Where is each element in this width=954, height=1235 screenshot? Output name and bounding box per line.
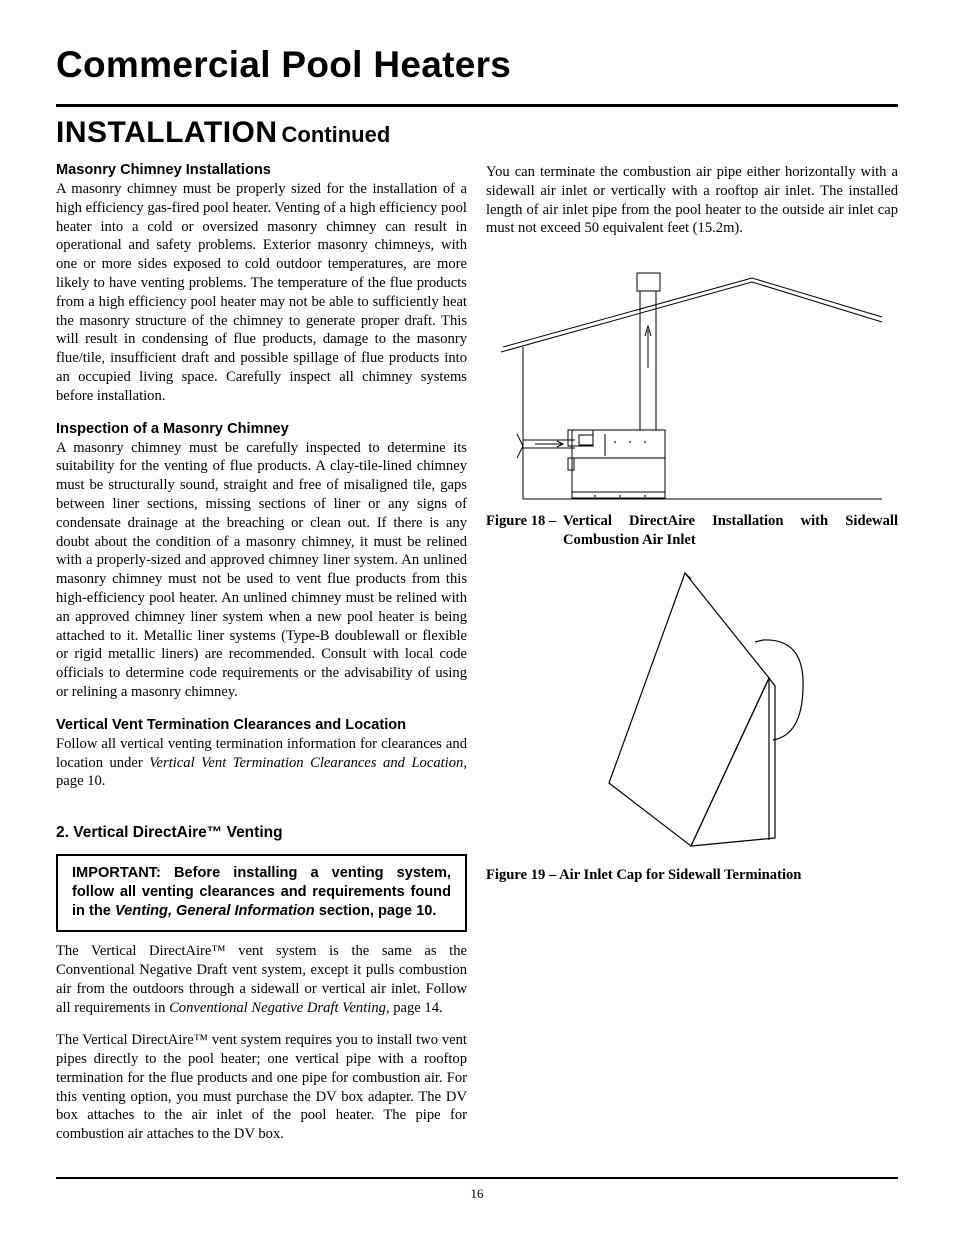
section-suffix: Continued — [281, 122, 391, 147]
clearances-text: Follow all vertical venting termination information for clearances and location under Vertical Vent Termination Clearances and Location, page 10. — [56, 735, 467, 790]
figure-18-title-line-2: Combustion Air Inlet — [563, 532, 696, 548]
footer-rule — [56, 1177, 898, 1179]
hood-side — [691, 678, 775, 846]
figure-18-illustration — [495, 268, 885, 502]
clearances-heading: Vertical Vent Termination Clearances and Location — [56, 716, 407, 733]
directaire-paragraph-2: The Vertical DirectAire™ vent system requires you to install two vent pipes directly to the pool heater; one vertical pipe with a rooftop termination for the flue products and one pipe for combustion air. For this venting option, you must purchase the DV box adapter. The DV box attaches to the air inlet of the pool heater. The pipe for combustion air attaches to the DV box. — [56, 1032, 467, 1143]
directaire-paragraph-1: The Vertical DirectAire™ vent system is the same as the Conventional Negative Draft vent system, except it pulls combustion air from the outdoors through a sidewall or vertical air inlet. Follow all requirements in Conventional Negative Draft Venting, page 14. — [56, 943, 467, 1016]
roof-line-inner — [503, 278, 882, 347]
left-column — [56, 161, 467, 1144]
directaire-heading: 2. Vertical DirectAire™ Venting — [56, 824, 283, 842]
intro-text: You can terminate the combustion air pipe either horizontally with a sidewall air inlet or vertically with a rooftop air inlet. The installed length of air inlet pipe from the pool heater to the outside air inlet cap must not exceed 50 equivalent feet (15.2m). — [486, 164, 898, 237]
masonry-text: A masonry chimney must be properly sized for the installation of a high efficiency gas-fired pool heater. Venting of a high efficiency pool heater into a cold or oversized masonry chimney can result in operational and safety problems. Exterior masonry chimneys, with one or more sides exposed to cold outdoor temperatures, are more likely to have venting problems. The temperature of the flue products from a high efficiency pool heater may not be able to sufficiently heat the masonry structure of the chimney to generate proper draft. This will result in condensing of flue products, damage to the masonry flue/tile, insufficient draft and possible spillage of flue products into an occupied living space. Carefully inspect all chimney systems before installation. — [56, 181, 467, 404]
header-rule — [56, 104, 898, 107]
important-reference: Venting, General Information — [114, 903, 315, 920]
clearances-reference: Vertical Vent Termination Clearances and Location — [149, 754, 464, 771]
figure-18-title-line-1: Vertical DirectAire Installation with Sidewall — [563, 513, 898, 529]
directaire-reference: Conventional Negative Draft Venting — [169, 999, 386, 1016]
page-title: Commercial Pool Heaters — [56, 44, 512, 85]
vent-cap — [637, 273, 660, 291]
section-name: INSTALLATION — [56, 116, 278, 149]
page-number: 16 — [470, 1186, 484, 1201]
roof-line — [501, 282, 882, 352]
figure-18-caption — [486, 512, 898, 550]
right-column — [486, 163, 898, 238]
section-title — [56, 116, 390, 150]
pool-heater — [572, 430, 665, 498]
hood-face — [609, 573, 769, 846]
figure-18-label: Figure 18 – — [486, 513, 557, 529]
important-notice: IMPORTANT: Before installing a venting system, follow all venting clearances and requirements found in the Venting, General Information section, page 10. — [56, 854, 467, 932]
figure-19-illustration — [605, 570, 810, 850]
inspection-text: A masonry chimney must be carefully inspected to determine its suitability for the venting of flue products. A clay-tile-lined chimney must be structurally sound, straight and free of misaligned tile, gaps between liner sections, missing sections of liner or any signs of condensate drainage at the breaching or clean out. If there is any doubt about the condition of a masonry chimney, it must be relined with a properly-sized and approved chimney liner system. An unlined masonry chimney must not be used to vent flue products from this high-efficiency pool heater. An unlined chimney must be relined with an approved chimney liner system when a new pool heater is being attached to it. Metallic liner systems (Type-B doublewall or flexible or rigid metallic liners) are recommended. Consult with local code officials to determine code requirements or the advisability of using or relining a masonry chimney. — [56, 439, 467, 700]
masonry-heading: Masonry Chimney Installations — [56, 162, 271, 178]
inspection-heading: Inspection of a Masonry Chimney — [56, 420, 289, 437]
figure-19-caption: Figure 19 – Air Inlet Cap for Sidewall Termination — [486, 867, 802, 883]
sidewall-inlet-cap — [517, 434, 523, 458]
